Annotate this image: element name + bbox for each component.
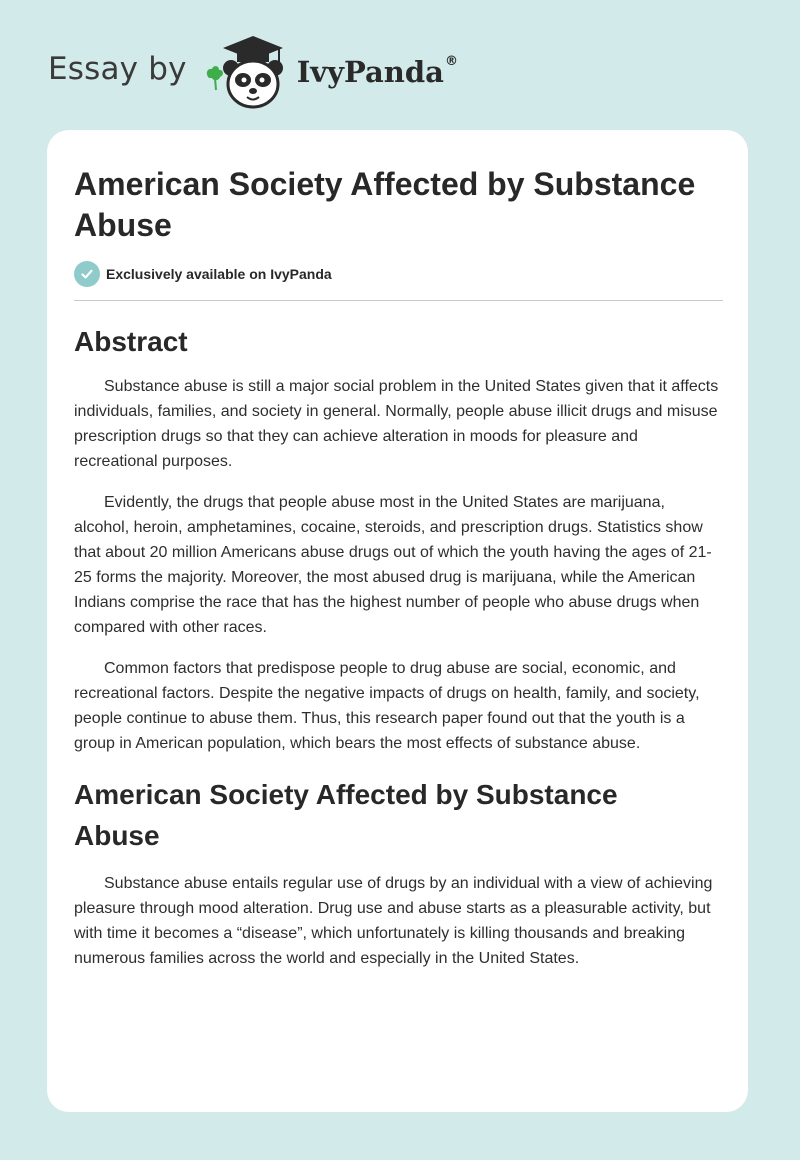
abstract-section <box>74 321 722 756</box>
page-title: American Society Affected by Substance Abuse <box>74 166 696 243</box>
paragraph: Substance abuse is still a major social problem in the United States given that it affects individuals, families, and society in general. Normally, people abuse illicit drugs and misuse prescription drugs so that they can achieve alteration in moods for pleasure and recreational purposes. <box>74 378 719 470</box>
badge-text: Exclusively available on IvyPanda <box>106 266 332 282</box>
exclusive-badge <box>74 261 722 287</box>
divider <box>74 300 723 301</box>
paragraph: Substance abuse entails regular use of drugs by an individual with a view of achieving pleasure through mood alteration. Drug use and abuse starts as a pleasurable activity, but with time it becomes a “disease”, which unfortunately is killing thousands and breaking numerous families across the world and especially in the United States. <box>74 875 713 967</box>
body-section <box>74 774 722 971</box>
section-heading: American Society Affected by Substance Abuse <box>74 779 618 851</box>
checkmark-icon <box>74 261 100 287</box>
brand-prefix: Essay by <box>48 51 187 87</box>
paragraph: Evidently, the drugs that people abuse most in the United States are marijuana, alcohol, heroin, amphetamines, cocaine, steroids, and prescription drugs. Statistics show that about 20 million Americans abuse drugs out of which the youth having the ages of 21-25 forms the majority. Moreover, the most abused drug is marijuana, while the American Indians comprise the race that has the highest number of people who abuse drugs when compared with other races. <box>74 494 712 636</box>
brand-name: IvyPanda <box>296 55 444 89</box>
brand-header[interactable] <box>48 34 458 110</box>
registered-mark: ® <box>444 54 458 69</box>
paragraph: Common factors that predispose people to drug abuse are social, economic, and recreational factors. Despite the negative impacts of drugs on health, family, and society, people continue to abuse them. Thus, this research paper found out that the youth is a group in American population, which bears the most effects of substance abuse. <box>74 660 700 752</box>
section-heading: Abstract <box>74 326 188 357</box>
essay-card <box>47 130 748 1112</box>
panda-logo-icon <box>203 34 295 110</box>
